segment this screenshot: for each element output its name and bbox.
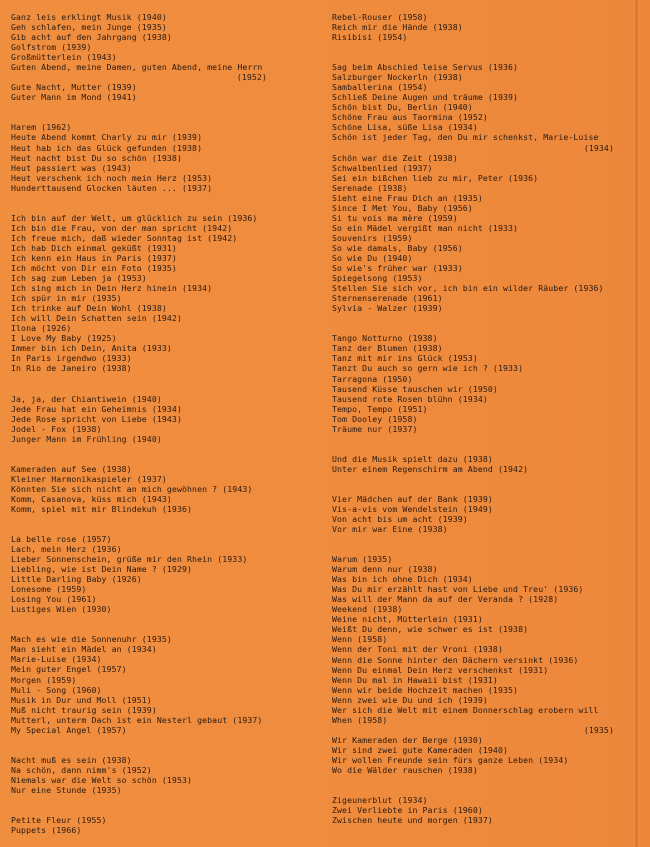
song-title: Liebling, wie ist Dein Name ? (1929) [11, 564, 193, 575]
song-title: Vier Mädchen auf der Bank (1939) [332, 493, 493, 504]
song-title: Weißt Du denn, wie schwer es ist (1938) [332, 624, 529, 635]
song-title: Sieht eine Frau Dich an (1935) [332, 192, 483, 203]
song-title: Wo die Wälder rauschen (1938) [332, 765, 478, 776]
song-title: Großmütterlein (1943) [11, 52, 117, 63]
song-title: Morgen (1959) [11, 674, 77, 685]
song-title: Ich trinke auf Dein Wohl (1938) [11, 303, 167, 314]
song-title: Muß nicht traurig sein (1939) [11, 704, 157, 715]
song-title: Und die Musik spielt dazu (1938) [332, 453, 493, 464]
song-title: Sei ein bißchen lieb zu mir, Peter (1936) [332, 172, 539, 183]
title-group [11, 534, 311, 614]
song-title: Wer sich die Welt mit einem Donnerschlag erobern will [332, 704, 599, 715]
title-group [332, 494, 622, 534]
title-group [11, 394, 311, 444]
song-title: Heute Abend kommt Charly zu mir (1939) [11, 132, 203, 143]
title-group [11, 634, 311, 734]
song-title: Nacht muß es sein (1938) [11, 754, 132, 765]
song-title: Kameraden auf See (1938) [11, 463, 132, 474]
song-title: Junger Mann im Frühling (1940) [11, 433, 162, 444]
song-title: Ich freue mich, daß wieder Sonntag ist (1942) [11, 232, 238, 243]
right-column [332, 12, 622, 825]
song-title: Lieber Sonnenschein, grüße mir den Rhein (1933) [11, 554, 248, 565]
song-title: Vor mir war Eine (1938) [332, 524, 448, 535]
song-title: Wenn wir beide Hochzeit machen (1935) [332, 684, 519, 695]
page-fold-shadow [635, 0, 638, 847]
song-title: So wie's früher war (1933) [332, 263, 463, 274]
song-title: Hunderttausend Glocken läuten ... (1937) [11, 182, 213, 193]
title-group [11, 213, 311, 374]
song-title: Salzburger Nockerln (1938) [332, 72, 463, 83]
song-title: Wenn der Toni mit der Vroni (1938) [332, 644, 503, 655]
song-title: Spiegelsong (1953) [332, 273, 423, 284]
title-group [332, 12, 622, 42]
song-title: Ich möcht von Dir ein Foto (1935) [11, 262, 177, 273]
song-title: Ich sing mich in Dein Herz hinein (1934) [11, 283, 213, 294]
title-group [11, 755, 311, 795]
song-title: Na schön, dann nimm's (1952) [11, 764, 152, 775]
song-title: Was Du mir erzählt hast von Liebe und Treu' (1936) [332, 584, 584, 595]
title-group [332, 554, 622, 775]
title-group [11, 122, 311, 192]
song-title: Geh schlafen, mein Junge (1935) [11, 22, 167, 33]
title-group [11, 464, 311, 514]
song-title: Schließ Deine Augen und träume (1939) [332, 92, 519, 103]
song-title: Kleiner Harmonikaspieler (1937) [11, 473, 167, 484]
song-title: Harem (1962) [11, 122, 72, 133]
song-title: Serenade (1938) [332, 182, 408, 193]
title-group [332, 333, 622, 433]
song-year-continuation: (1934) [583, 142, 614, 153]
song-title: Jede Rose spricht von Liebe (1943) [11, 413, 182, 424]
title-group [332, 795, 622, 825]
song-title: Unter einem Regenschirm am Abend (1942) [332, 463, 529, 474]
song-title: Puppets (1966) [11, 825, 82, 836]
song-title: Mach es wie die Sonnenuhr (1935) [11, 634, 172, 645]
song-title: Lonesome (1959) [11, 584, 87, 595]
song-title: Musik in Dur und Moll (1951) [11, 694, 152, 705]
song-title: Mein guter Engel (1957) [11, 664, 127, 675]
song-title: Man sieht ein Mädel an (1934) [11, 644, 157, 655]
song-title: Reich mir die Hände (1938) [332, 22, 463, 33]
song-title: Gib acht auf den Jahrgang (1938) [11, 32, 172, 43]
song-title: Wir sind zwei gute Kameraden (1940) [332, 744, 509, 755]
song-year-continuation: (1952) [236, 72, 267, 83]
song-title: Heut hab ich das Glück gefunden (1938) [11, 142, 203, 153]
song-title: Since I Met You, Baby (1956) [332, 202, 473, 213]
song-title: So wie Du (1940) [332, 253, 413, 264]
song-title: Jodel - Fox (1938) [11, 423, 102, 434]
song-title: Wir wollen Freunde sein fürs ganze Leben (1934) [332, 755, 569, 765]
song-title: Ilona (1926) [11, 323, 72, 334]
song-title: Marie-Luise (1934) [11, 654, 102, 665]
song-title: Wenn (1958) [332, 634, 388, 645]
song-title: Wenn zwei wie Du und ich (1939) [332, 694, 488, 705]
song-title: Zwei Verliebte in Paris (1960) [332, 805, 483, 816]
song-title: Petite Fleur (1955) [11, 815, 107, 825]
song-title: Tausend Küsse tauschen wir (1950) [332, 383, 498, 394]
song-title: Was will der Mann da auf der Veranda ? (1928) [332, 594, 559, 605]
song-title: Tausend rote Rosen blühn (1934) [332, 393, 488, 404]
song-title: Mutterl, unterm Dach ist ein Nesterl gebaut (1937) [11, 714, 263, 725]
song-title: Zwischen heute und morgen (1937) [332, 815, 493, 826]
song-title: Ich will Dein Schatten sein (1942) [11, 313, 182, 324]
song-title: Nur eine Stunde (1935) [11, 784, 122, 795]
song-title: Warum denn nur (1938) [332, 564, 438, 575]
song-title: Von acht bis um acht (1939) [332, 513, 468, 524]
song-title: Heut passiert was (1943) [11, 162, 132, 173]
song-title: Komm, spiel mit mir Blindekuh (1936) [11, 503, 193, 514]
song-title: Wenn Du mal in Hawaii bist (1931) [332, 674, 498, 685]
song-title: Ich kenn ein Haus in Paris (1937) [11, 252, 177, 263]
song-title: La belle rose (1957) [11, 533, 112, 544]
song-title: Risibisi (1954) [332, 32, 408, 43]
song-title: Sag beim Abschied leise Servus (1936) [332, 62, 519, 73]
song-title: Ich bin die Frau, von der man spricht (1942) [11, 222, 233, 233]
song-title: Niemals war die Welt so schön (1953) [11, 774, 193, 785]
song-title: Muli - Song (1960) [11, 684, 102, 695]
song-title: Sternenserenade (1961) [332, 293, 443, 304]
song-title: Lach, mein Herz (1936) [11, 544, 122, 555]
song-title: Tango Notturno (1938) [332, 333, 438, 344]
song-title: Weekend (1938) [332, 604, 403, 615]
song-title: Warum (1935) [332, 554, 393, 565]
song-title: Weine nicht, Mütterlein (1931) [332, 614, 483, 625]
song-title: Little Darling Baby (1926) [11, 574, 142, 585]
song-title: Rebel-Rouser (1958) [332, 12, 428, 22]
song-title: Komm, Casanova, küss mich (1943) [11, 493, 172, 504]
song-title: Guten Abend, meine Damen, guten Abend, meine Herrn [11, 62, 263, 73]
song-title: Samballerina (1954) [332, 82, 428, 93]
song-title: Schön ist jeder Tag, den Du mir schenkst, Marie-Luise [332, 132, 599, 143]
song-title: Schön war die Zeit (1938) [332, 152, 458, 163]
song-title: Losing You (1961) [11, 594, 97, 605]
song-title: Jede Frau hat ein Geheimnis (1934) [11, 403, 182, 414]
title-group [11, 815, 311, 835]
left-column [11, 12, 311, 835]
song-title: Sylvia - Walzer (1939) [332, 303, 443, 314]
song-title: Ganz leis erklingt Musik (1940) [11, 12, 167, 22]
song-title: Schöne Lisa, süße Lisa (1934) [332, 122, 478, 133]
song-title: In Rio de Janeiro (1938) [11, 363, 132, 374]
song-title: In Paris irgendwo (1933) [11, 353, 132, 364]
song-title: Heut verschenk ich noch mein Herz (1953) [11, 172, 213, 183]
song-title: Tarragona (1950) [332, 373, 413, 384]
song-title: Tanzt Du auch so gern wie ich ? (1933) [332, 363, 524, 374]
song-title: Ich bin auf der Welt, um glücklich zu sein (1936) [11, 212, 258, 223]
song-title: Ich spür in mir (1935) [11, 293, 122, 304]
song-title: Könnten Sie sich nicht an mich gewöhnen ? (1943) [11, 483, 253, 494]
song-title: When (1958) [332, 714, 388, 725]
song-title: Ja, ja, der Chiantiwein (1940) [11, 393, 162, 404]
title-group [11, 12, 311, 102]
song-title: Lustiges Wien (1930) [11, 604, 112, 615]
song-title: Schön bist Du, Berlin (1940) [332, 102, 473, 113]
song-title: I Love My Baby (1925) [11, 333, 117, 344]
song-title: Tempo, Tempo (1951) [332, 403, 428, 414]
song-title: Ich sag zum Leben ja (1953) [11, 273, 147, 284]
song-title: My Special Angel (1957) [11, 724, 127, 735]
song-title: Schöne Frau aus Taormina (1952) [332, 112, 488, 123]
song-title: Heut nacht bist Du so schön (1938) [11, 152, 182, 163]
song-title: Guter Mann im Mond (1941) [11, 92, 137, 103]
song-title: Stellen Sie sich vor, ich bin ein wilder Räuber (1936) [332, 283, 604, 294]
song-title: Vis-a-vis vom Wendelstein (1949) [332, 503, 493, 514]
title-group [332, 454, 622, 474]
song-title: Ich hab Dich einmal geküßt (1931) [11, 242, 177, 253]
song-title: Si tu vois ma mère (1959) [332, 212, 458, 223]
song-title: So ein Mädel vergißt man nicht (1933) [332, 222, 519, 233]
song-title: Zigeunerblut (1934) [332, 795, 428, 806]
song-title: Wir Kameraden der Berge (1930) [332, 734, 483, 745]
title-group [332, 62, 622, 313]
song-title: Träume nur (1937) [332, 423, 418, 434]
song-title: Golfstrom (1939) [11, 42, 92, 53]
song-title: Tanz mit mir ins Glück (1953) [332, 353, 478, 364]
song-title: Gute Nacht, Mutter (1939) [11, 82, 137, 93]
song-title: Wenn die Sonne hinter den Dächern versinkt (1936) [332, 654, 579, 665]
song-title: So wie damals, Baby (1956) [332, 242, 463, 253]
song-title: Was bin ich ohne Dich (1934) [332, 574, 473, 585]
song-title: Wenn Du einmal Dein Herz verschenkst (1931) [332, 664, 549, 675]
song-title: Schwalbenlied (1937) [332, 162, 433, 173]
song-year-continuation: (1935) [583, 724, 614, 735]
song-title: Tanz der Blumen (1938) [332, 343, 443, 354]
song-title: Tom Dooley (1958) [332, 413, 418, 424]
song-title: Immer bin ich Dein, Anita (1933) [11, 343, 172, 354]
song-title: Souvenirs (1959) [332, 232, 413, 243]
